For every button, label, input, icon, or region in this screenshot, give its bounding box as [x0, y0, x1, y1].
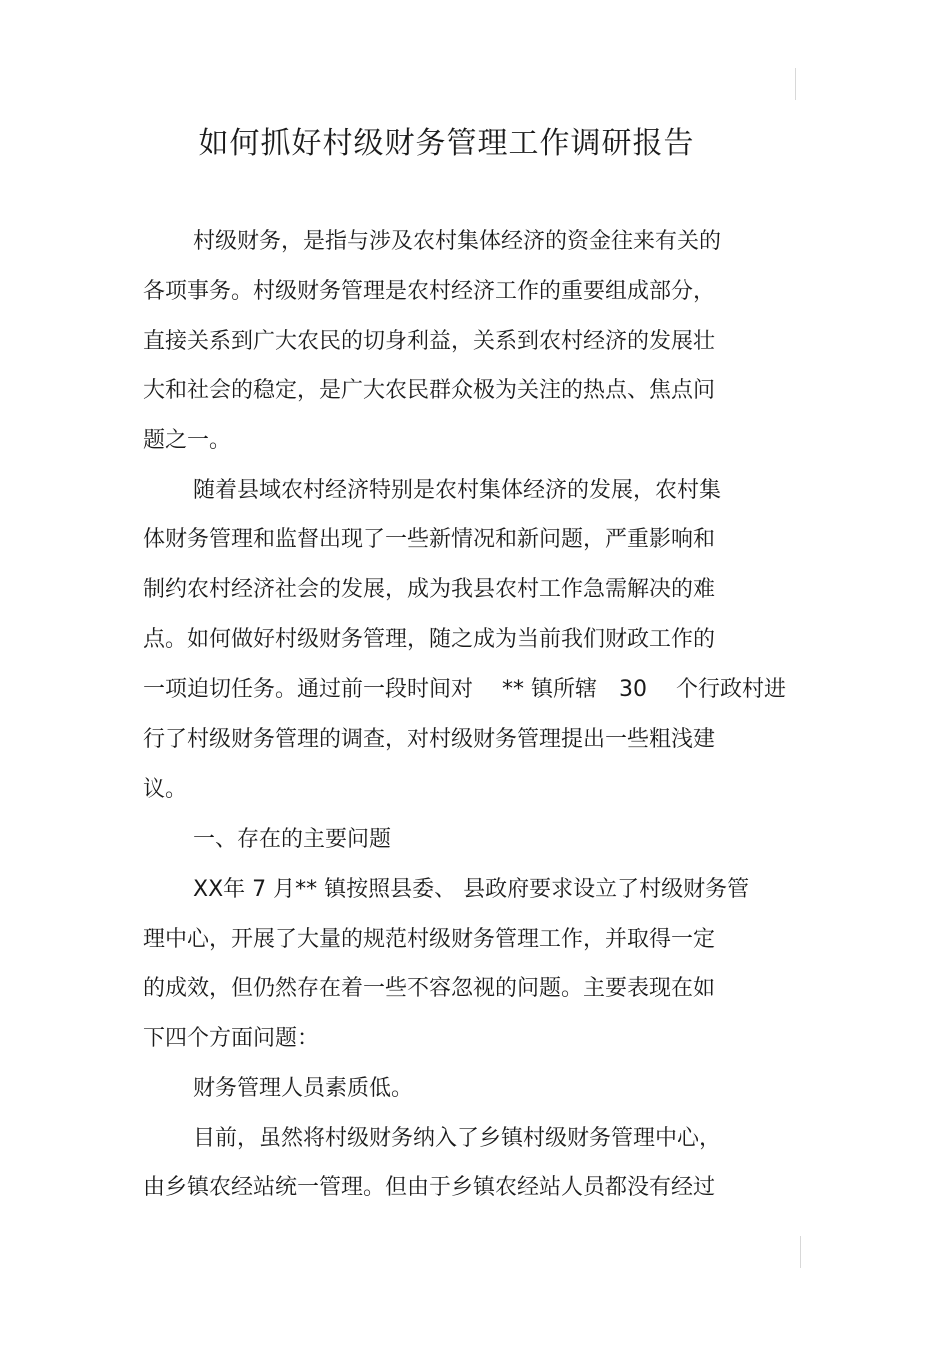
paragraph-line: 下四个方面问题：: [143, 1026, 320, 1051]
subsection-heading: 财务管理人员素质低。: [193, 1076, 414, 1101]
paragraph-line: 题之一。: [143, 428, 232, 453]
page-title: 如何抓好村级财务管理工作调研报告: [198, 126, 695, 161]
paragraph-line: 目前，虽然将村级财务纳入了乡镇村级财务管理中心，: [193, 1126, 722, 1151]
paragraph-line: 制约农村经济社会的发展，成为我县农村工作急需解决的难: [143, 577, 716, 602]
paragraph-line: 行了村级财务管理的调查，对村级财务管理提出一些粗浅建: [143, 727, 716, 752]
paragraph-line: 大和社会的稳定，是广大农民群众极为关注的热点、焦点问: [143, 378, 716, 403]
paragraph-line: 理中心，开展了大量的规范村级财务管理工作，并取得一定: [143, 927, 716, 952]
section-heading: 一、存在的主要问题: [193, 827, 392, 852]
paragraph-line: 村级财务，是指与涉及农村集体经济的资金往来有关的: [193, 229, 722, 254]
paragraph-line: 的成效，但仍然存在着一些不容忽视的问题。主要表现在如: [143, 976, 716, 1001]
paragraph-line: 随着县域农村经济特别是农村集体经济的发展，农村集: [193, 478, 722, 503]
paragraph-line: 各项事务。村级财务管理是农村经济工作的重要组成部分，: [143, 279, 716, 304]
paragraph-line: 议。: [143, 777, 188, 802]
paragraph-line: XX年 7 月** 镇按照县委、 县政府要求设立了村级财务管: [193, 877, 750, 902]
paragraph-line: 点。如何做好村级财务管理，随之成为当前我们财政工作的: [143, 627, 716, 652]
paragraph-line: 直接关系到广大农民的切身利益，关系到农村经济的发展壮: [143, 329, 716, 354]
paragraph-line: 由乡镇农经站统一管理。但由于乡镇农经站人员都没有经过: [143, 1175, 716, 1200]
paragraph-line: 体财务管理和监督出现了一些新情况和新问题，严重影响和: [143, 527, 716, 552]
crop-mark-bottom-right: [800, 1236, 801, 1268]
paragraph-line: 一项迫切任务。通过前一段时间对 ** 镇所辖 30 个行政村进: [143, 677, 786, 702]
crop-mark-top-right: [795, 68, 796, 100]
